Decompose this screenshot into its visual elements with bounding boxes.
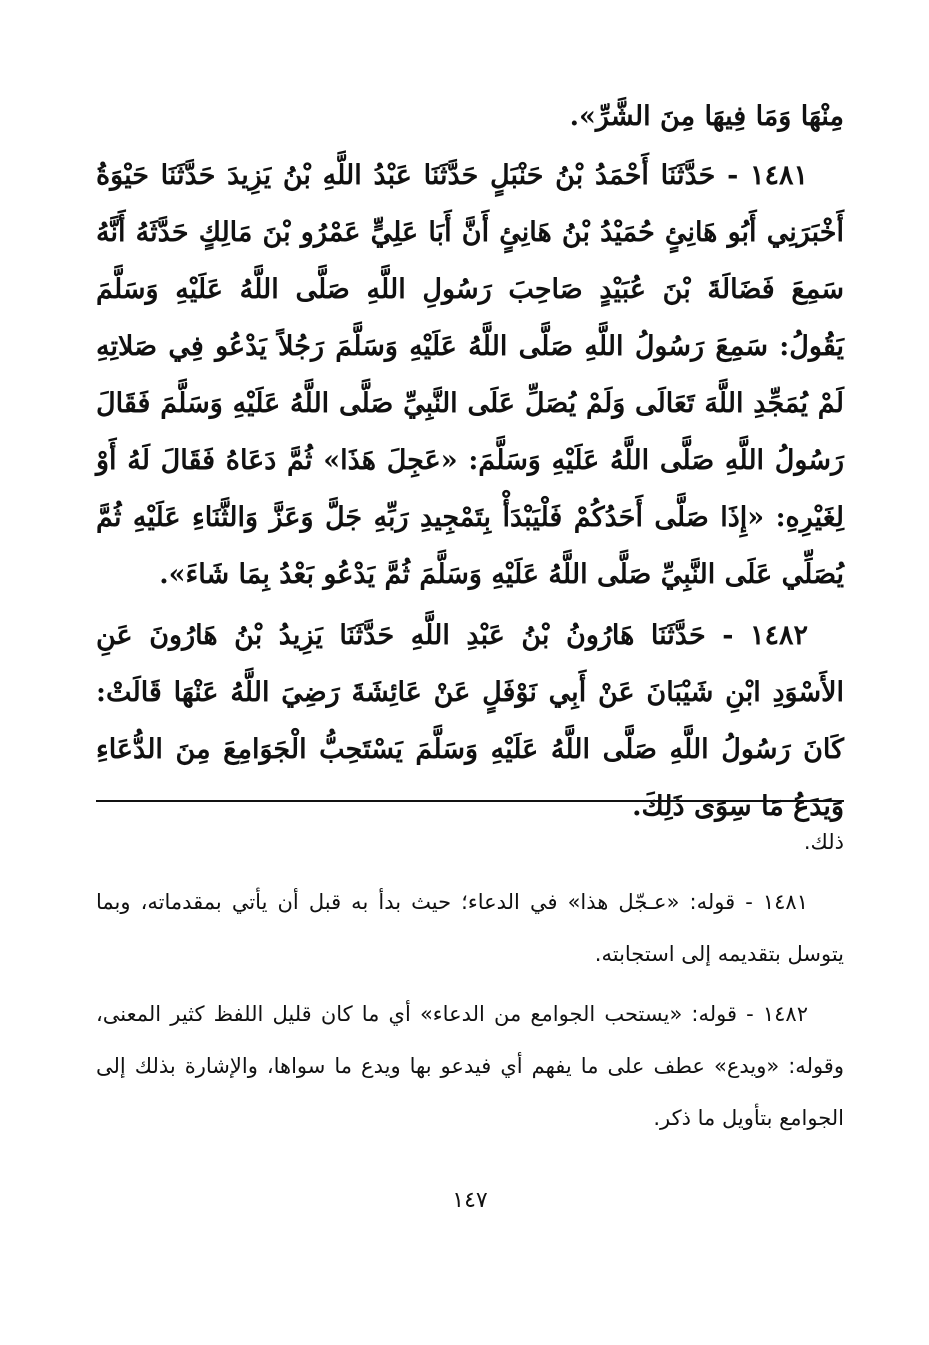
- footnote-text: - قوله: «عـجّل هذا» في الدعاء؛ حيث بدأ به قبل أن يأتي بمقدماته، وبما يتوسل بتقديمه إلى استجابته.: [96, 890, 844, 966]
- main-text: [96, 88, 844, 835]
- hadith-text: - حَدَّثَنَا أَحْمَدُ بْنُ حَنْبَلٍ حَدَّثَنَا عَبْدُ اللَّهِ بْنُ يَزِيدَ حَدَّثَنَا حَيْوَةُ أَخْبَرَنِي أَبُو هَانِئٍ حُمَيْدُ بْنُ هَانِئٍ أَنَّ أَبَا عَلِيٍّ عَمْرُو بْنَ مَالِكٍ حَدَّثَهُ أَنَّهُ سَمِعَ فَضَالَةَ بْنَ عُبَيْدٍ صَاحِبَ رَسُولِ اللَّهِ صَلَّى اللَّهُ عَلَيْهِ وَسَلَّمَ يَقُولُ: سَمِعَ رَسُولُ اللَّهِ صَلَّى اللَّهُ عَلَيْهِ وَسَلَّمَ رَجُلاً يَدْعُو فِي صَلاتِهِ لَمْ يُمَجِّدِ اللَّهَ تَعَالَى وَلَمْ يُصَلِّ عَلَى النَّبِيِّ صَلَّى اللَّهُ عَلَيْهِ وَسَلَّمَ فَقَالَ رَسُولُ اللَّهِ صَلَّى اللَّهُ عَلَيْهِ وَسَلَّمَ: «عَجِلَ هَذَا» ثُمَّ دَعَاهُ فَقَالَ لَهُ أَوْ لِغَيْرِهِ: «إِذَا صَلَّى أَحَدُكُمْ فَلْيَبْدَأْ بِتَمْجِيدِ رَبِّهِ جَلَّ وَعَزَّ وَالثَّنَاءِ عَلَيْهِ ثُمَّ يُصَلِّي عَلَى النَّبِيِّ صَلَّى اللَّهُ عَلَيْهِ وَسَلَّمَ ثُمَّ يَدْعُو بَعْدُ بِمَا شَاءَ».: [96, 160, 844, 590]
- page-number: ١٤٧: [452, 1188, 488, 1213]
- footnote-number: ١٤٨١: [762, 890, 808, 914]
- footnote-1482: [96, 988, 844, 1144]
- footnote-number: ١٤٨٢: [762, 1002, 808, 1026]
- footnotes: [96, 816, 844, 1144]
- footnote-1481: [96, 876, 844, 980]
- hadith-number: ١٤٨٢: [750, 620, 809, 651]
- footnote-carryover: ذلك.: [803, 830, 844, 854]
- document-page: [96, 88, 844, 1328]
- footnote-text: - قوله: «يستحب الجوامع من الدعاء» أي ما كان قليل اللفظ كثير المعنى، وقوله: «ويدع» عطف على ما يفهم أي فيدعو بها ويدع ما سواها، والإشارة بذلك إلى الجوامع بتأويل ما ذكر.: [96, 1002, 844, 1130]
- hadith-1481: [96, 147, 844, 603]
- footnote-divider: [96, 800, 844, 802]
- hadith-number: ١٤٨١: [749, 160, 808, 191]
- lead-line: مِنْهَا وَمَا فِيهَا مِنَ الشَّرِّ».: [569, 101, 844, 132]
- hadith-text: - حَدَّثَنَا هَارُونُ بْنُ عَبْدِ اللَّهِ حَدَّثَنَا يَزِيدُ بْنُ هَارُونَ عَنِ الأَسْوَدِ ابْنِ شَيْبَانَ عَنْ أَبِي نَوْفَلٍ عَنْ عَائِشَةَ رَضِيَ اللَّهُ عَنْهَا قَالَتْ: كَانَ رَسُولُ اللَّهِ صَلَّى اللَّهُ عَلَيْهِ وَسَلَّمَ يَسْتَحِبُّ الْجَوَامِعَ مِنَ الدُّعَاءِ وَيَدَعُ مَا سِوَى ذَلِكَ.: [96, 620, 844, 822]
